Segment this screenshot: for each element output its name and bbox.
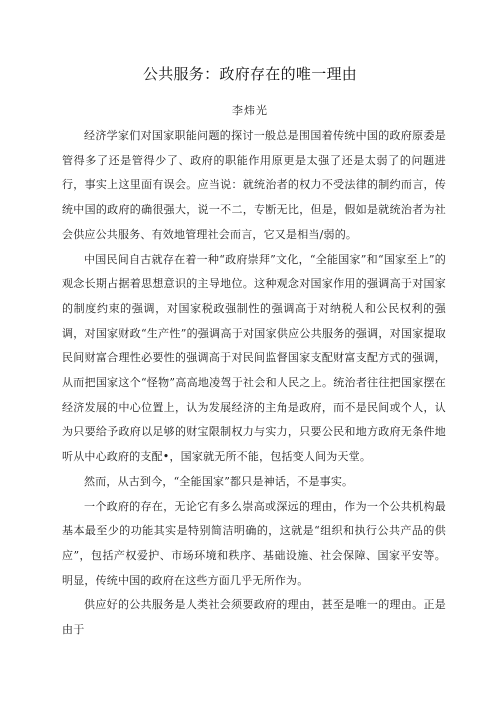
article-body	[62, 124, 446, 643]
paragraph: 中国民间自古就存在着一种“政府崇拜”文化，“全能国家”和“国家至上”的观念长期占据着思想意识的主导地位。这种观念对国家作用的强调高于对国家的制度约束的强调，对国家税政强制性的强调高于对纳税人和公民权利的强调，对国家财政“生产性”的强调高于对国家供应公共服务的强调，对国家提取民间财富合理性必要性的强调高于对民间监督国家支配财富支配方式的强调，从而把国家这个“怪物”高高地凌驾于社会和人民之上。统治者往往把国家摆在经济发展的中心位置上，认为发展经济的主角是政府，而不是民间或个人，认为只要给予政府以足够的财宝限制权力与实力，只要公民和地方政府无条件地听从中心政府的支配•，国家就无所不能，包括变人间为天堂。	[62, 252, 446, 464]
paragraph: 一个政府的存在，无论它有多么崇高或深远的理由，作为一个公共机构最基本最至少的功能其实是特别简洁明确的，这就是“组织和执行公共产品的供应”，包括产权爱护、市场环境和秩序、基础设施、社会保障、国家平安等。明显，传统中国的政府在这些方面几乎无所作为。	[62, 499, 446, 587]
paragraph: 经济学家们对国家职能问题的探讨一般总是围国着传统中国的政府原委是管得多了还是管得少了、政府的职能作用原更是太强了还是太弱了的问题进行，事实上这里面有误会。应当说：就统治者的权力不受法律的制约而言，传统中国的政府的确很强大，说一不二，专断无比，但是，假如是就统治者为社会供应公共服务、有效地管理社会而言，它又是相当/弱的。	[62, 129, 446, 241]
author-name: 李炜光	[232, 104, 268, 117]
paragraph: 供应好的公共服务是人类社会须要政府的理由，甚至是唯一的理由。正是由于	[62, 598, 446, 637]
page-title: 公共服务：政府存在的唯一理由	[142, 65, 358, 83]
paragraph: 然而，从古到今，“全能国家”都只是神话，不是事实。	[84, 474, 354, 488]
